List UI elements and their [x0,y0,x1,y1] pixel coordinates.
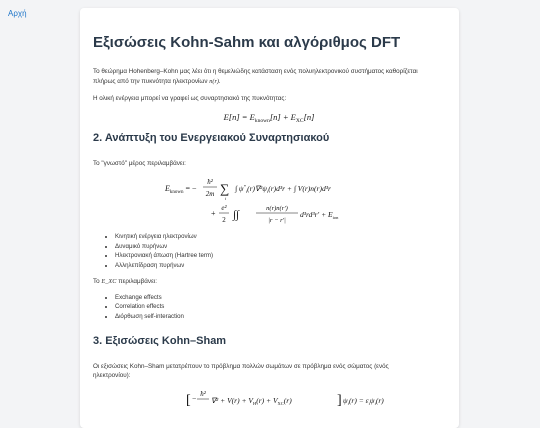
page-title: Εξισώσεις Kohn-Sahm και αλγόριθμος DFT [93,34,401,51]
xc-intro-suffix: περιλαμβάνει: [118,278,158,286]
xc-intro-prefix: Το [93,278,100,286]
total-energy-equation-svg [93,110,446,124]
list-item: • Αλληλεπίδραση πυρήνων [115,261,446,271]
svg-text:E[n] = Eknown[n] + EXC[n]: $E[n] = E_{known}[n] + E_{XC}[n]$ [223,111,315,124]
svg-text:−: − [192,393,197,403]
section-2-intro: Το "γνωστό" μέρος περιλαμβάνει: [93,159,186,167]
xc-intro [93,277,446,287]
svg-text:d³rd³r′ + Eion: $d^3rd^3r' + E_{ion}$ [300,210,339,220]
list-item: • Correlation effects [115,302,446,312]
svg-text:e²: e² [221,204,227,212]
svg-text:|r − r′|: |r − r′| [268,217,286,224]
intro-paragraph-2: Η ολική ενέργεια μπορεί να γραφεί ως συναρτησιακό της πυκνότητας: [93,95,287,102]
kohn-sham-equation-svg [93,387,446,407]
section-3-intro-line-2: ηλεκτρονίου): [93,372,131,380]
article-card [80,8,459,428]
svg-text:∫ ψ*i(r)∇²ψi(r)d³r + ∫ V(r)n(r: ∫ $\psi^*_i(r)\nabla^2\psi_i(r)d^3r$ + ∫ V(r)n(r)d³r [235,184,331,194]
known-energy-equation-svg [93,172,446,232]
xc-terms-list [93,293,446,322]
section-3-heading: 3. Εξισώσεις Kohn–Sham [93,334,227,347]
list-item: • Διόρθωση self-interaction [115,312,446,322]
list-item: • Δυναμικό πυρήνων [115,242,446,252]
svg-text:2: 2 [222,216,226,224]
svg-text:+: + [211,209,216,218]
svg-text:[: [ [186,392,191,407]
list-item: • Exchange effects [115,293,446,303]
kohn-sham-equation [93,387,446,407]
svg-text:i: i [225,196,227,201]
section-3-intro [93,362,446,381]
home-link[interactable]: Αρχή [8,9,27,18]
list-item: • Κινητική ενέργεια ηλεκτρονίων [115,232,446,242]
total-energy-equation [93,110,446,124]
known-energy-equation [93,172,446,232]
xc-symbol: E_XC [101,278,117,286]
svg-text:∇² + V(r) + VH(r) + VXC(r): $\nabla^2 + V(r) + V_H(r) + V_{XC}(r)$ [211,395,292,406]
svg-text:∑: ∑ [220,181,230,196]
intro-paragraph-1-line-1: Το θεώρημα Hohenberg–Kohn μας λέει ότι η θεμελιώδης κατάσταση ενός πολυηλεκτρονικού συστήματος καθορίζεται [93,68,418,75]
density-symbol: n(r). [209,77,221,85]
svg-text:2m: 2m [205,190,215,198]
intro-paragraph-1-line-2: πλήρως από την πυκνότητα ηλεκτρονίων [93,77,208,85]
section-3-intro-line-1: Οι εξισώσεις Kohn–Sham μετατρέπουν το πρόβλημα πολλών σωμάτων σε πρόβλημα ενός σώματος (ενός [93,362,389,370]
svg-text:n(r)n(r′): n(r)n(r′) [266,205,288,212]
svg-text:]: ] [337,392,342,407]
svg-text:ħ²: ħ² [200,389,206,398]
known-terms-list [93,232,446,270]
list-item: • Ηλεκτρονιακή άπωση (Hartree term) [115,251,446,261]
section-2-heading: 2. Ανάπτυξη του Ενεργειακού Συναρτησιακού [93,131,330,144]
svg-text:Eknown = −: $E_{known}$ = − [165,184,197,195]
svg-text:ψi(r) = εiψi(r): $\psi_i(r) = \varepsilon_i\psi_i(r)$ [343,395,384,406]
intro-paragraph-1 [93,67,446,86]
svg-text:ħ²: ħ² [207,178,213,186]
svg-text:∫∫: ∫∫ [233,209,240,221]
